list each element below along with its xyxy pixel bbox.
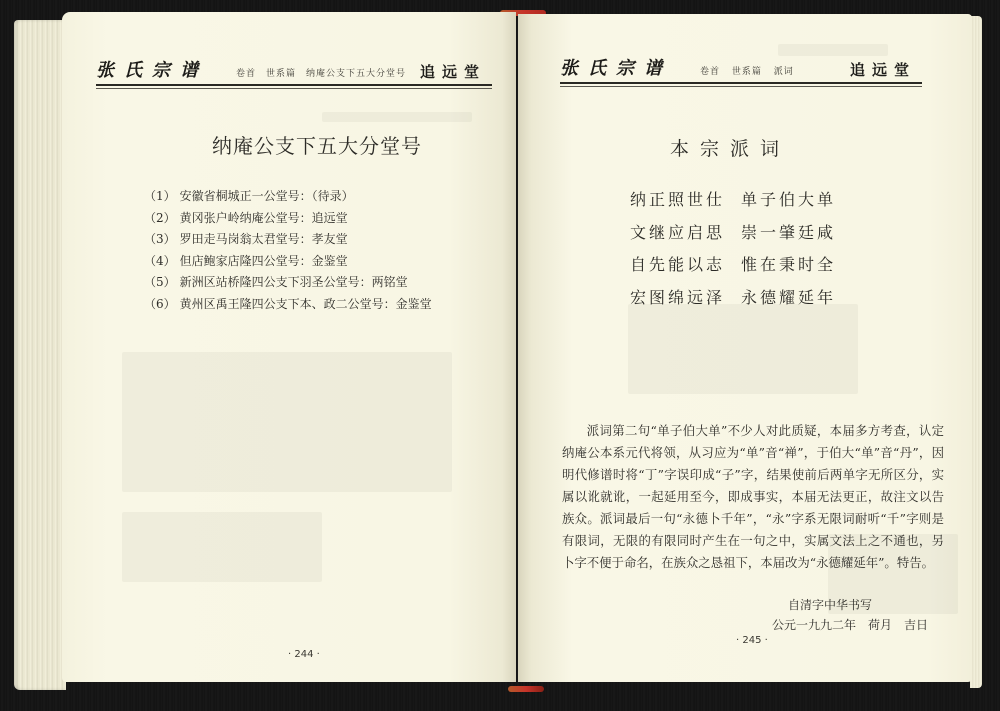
item-number: （6）	[144, 296, 176, 311]
poem-line	[630, 184, 836, 217]
header-rule	[560, 82, 922, 84]
poem-line	[630, 217, 836, 250]
poem-line	[630, 249, 836, 282]
item-number: （4）	[144, 253, 176, 268]
bleed-through	[628, 304, 858, 394]
page-number: · 245 ·	[736, 635, 768, 646]
poem-half: 自先能以志	[630, 255, 726, 274]
poem-half: 永德耀延年	[741, 287, 837, 307]
item-text: 安徽省桐城正一公堂号：（待录）	[179, 189, 354, 203]
list-item	[144, 208, 432, 230]
item-number: （2）	[144, 210, 176, 225]
poem-half: 文继应启思	[630, 222, 726, 242]
list-item	[144, 186, 432, 208]
item-text: 罗田走马岗翁太君堂号：孝友堂	[179, 232, 348, 247]
header-section: 卷首 世系篇 派词	[700, 67, 794, 77]
list-item	[144, 251, 432, 273]
hall-name: 追远堂	[419, 63, 486, 81]
hall-list	[144, 186, 432, 316]
list-item	[144, 229, 432, 251]
poem-half: 崇一肇廷咸	[741, 222, 837, 242]
explanatory-note: 派词第二句“单子伯大单”不少人对此质疑，本届多方考查，认定纳庵公本系元代将领，从习应为“单”音“禅”，于伯大“单”音“丹”，因明代修谱时将“丁”字误印成“子”字，结果使前后两单字无所区分，实属以讹就讹，一起延用至今，即成事实，本届无法更正，故注文以告族众。派词最后一句“永德卜千年”，“永”字系无限词耐听“千”字则是有限词，无限的有限同时产生在一句之中，实属文法上之不通也，另卜字不便于命名，在族众之恳祖下，本届改为“永德耀延年”。特告。	[562, 423, 944, 570]
item-text: 黄冈张户岭纳庵公堂号：追远堂	[179, 210, 348, 225]
bleed-through	[322, 112, 472, 122]
book-title: 张氏宗谱	[560, 58, 672, 79]
hall-name: 追远堂	[849, 61, 916, 79]
header-rule-thin	[560, 86, 922, 87]
page-title: 纳庵公支下五大分堂号	[212, 134, 422, 158]
bleed-through	[122, 352, 452, 492]
item-number: （1）	[144, 189, 176, 203]
list-item	[144, 272, 432, 294]
page-block-edge-left	[14, 20, 66, 690]
poem-line	[630, 282, 836, 315]
poem-half: 纳正照世仕	[630, 190, 726, 209]
poem-half: 单子伯大单	[741, 190, 837, 209]
poem-half: 宏图绵远泽	[630, 287, 726, 307]
running-header	[560, 50, 922, 86]
item-text: 但店鲍家店隆四公堂号：金鉴堂	[179, 253, 348, 268]
book-title: 张氏宗谱	[96, 60, 208, 81]
header-rule-thin	[96, 88, 492, 89]
right-page	[518, 14, 972, 682]
item-text: 黄州区禹王隆四公支下本、政二公堂号：金鉴堂	[179, 296, 432, 311]
spine-headband-bottom	[508, 686, 544, 692]
list-item	[144, 294, 432, 316]
date-line: 公元一九九二年 荷月 吉日	[772, 618, 929, 632]
header-section: 卷首 世系篇 纳庵公支下五大分堂号	[236, 69, 407, 79]
header-rule	[96, 84, 492, 86]
page-title: 本宗派词	[670, 138, 791, 160]
calligrapher-signature: 自清字中华书写	[788, 598, 873, 612]
running-header	[96, 52, 492, 88]
item-number: （3）	[144, 232, 176, 247]
item-number: （5）	[144, 275, 176, 290]
page-number: · 244 ·	[288, 649, 320, 660]
poem-half: 惟在秉时全	[741, 255, 837, 274]
item-text: 新洲区站桥隆四公支下羽圣公堂号：两铭堂	[179, 275, 408, 290]
left-page	[62, 12, 516, 682]
bleed-through	[122, 512, 322, 582]
generation-poem	[630, 184, 836, 314]
